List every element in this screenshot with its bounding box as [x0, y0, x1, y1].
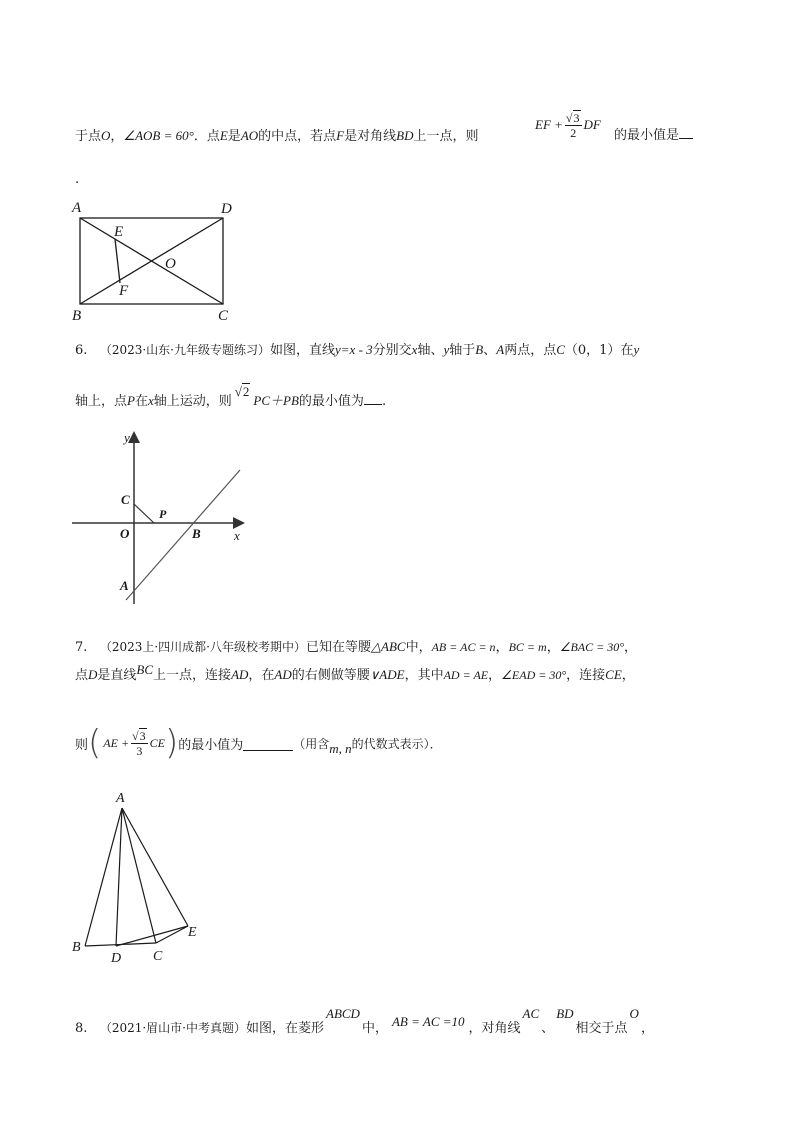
- q6-sqrt: [235, 384, 251, 399]
- q7-var: D: [88, 667, 98, 682]
- q7-line-1: [75, 635, 637, 659]
- label-c: C: [218, 308, 229, 324]
- q6-text: 轴上运动，则: [153, 394, 232, 409]
- q6-line-eq: y=x - 3: [335, 342, 373, 357]
- q6-expr: PC＋PB: [253, 393, 299, 408]
- q7-eq: AB = AC = n: [431, 640, 496, 654]
- q5-text: 是对角线: [344, 129, 397, 144]
- q7-text: ，在: [248, 668, 275, 683]
- q7-text: ，连接: [566, 668, 606, 683]
- q7-denominator: 3: [136, 743, 143, 758]
- sqrt-symbol: √: [132, 728, 139, 743]
- q5-denominator: 2: [570, 125, 577, 140]
- figure-coordinate: [68, 424, 268, 608]
- q6-text: 、: [483, 343, 497, 358]
- question-source: （2021·眉山市·中考真题）: [99, 1021, 246, 1035]
- q8-var: O: [629, 1006, 639, 1021]
- figure-rectangle: [68, 196, 243, 326]
- q8-var: BD: [556, 1006, 574, 1021]
- label-b: B: [72, 940, 81, 955]
- q8-text: 如图，在菱形: [245, 1021, 324, 1036]
- q7-sqrt: [131, 730, 148, 744]
- q5-expr-ef: EF +: [535, 117, 563, 132]
- q5-fraction: [565, 112, 582, 139]
- q6-text: 轴、: [417, 343, 444, 358]
- figure-triangles: [68, 786, 218, 968]
- q8-var: ABCD: [326, 1006, 360, 1021]
- q7-expr-ce: CE: [149, 735, 165, 750]
- right-paren: ): [164, 723, 179, 763]
- label-o: O: [120, 526, 130, 541]
- q7-fraction: [131, 730, 148, 757]
- label-o: O: [165, 256, 176, 272]
- q5-line: [75, 120, 479, 152]
- q6-line-1: [75, 338, 639, 362]
- q7-expr-ae: AE +: [103, 735, 130, 750]
- q6-point-c: （0，1）: [564, 343, 621, 358]
- q5-angle: ∠AOB = 60°: [123, 128, 194, 143]
- label-a: A: [116, 791, 125, 806]
- answer-blank[interactable]: [243, 736, 293, 751]
- q6-line-2: [75, 386, 386, 416]
- q6-text: 的最小值为: [298, 394, 364, 409]
- q6-text: 在: [134, 394, 148, 409]
- q7-radicand: 3: [139, 728, 146, 743]
- q7-text: ，: [495, 640, 509, 655]
- segment-ef: [115, 239, 120, 283]
- q7-text: 的代数式表示）．: [351, 736, 442, 751]
- segment-ce: [156, 926, 188, 943]
- segment-ac: [122, 808, 156, 943]
- answer-blank[interactable]: [679, 138, 693, 139]
- segment-cp: [134, 504, 154, 523]
- label-p: P: [159, 507, 167, 521]
- q5-text: 上一点，则: [413, 129, 479, 144]
- q7-var: AD: [274, 667, 292, 682]
- q7-triangle-ade: ∨ADE: [369, 667, 405, 682]
- q7-line-2: [75, 663, 635, 687]
- q8-text: ，: [640, 1021, 654, 1036]
- q6-var: C: [556, 342, 565, 357]
- q7-text: ，: [488, 668, 502, 683]
- label-a: A: [72, 200, 82, 216]
- q8-text: 、: [541, 1021, 555, 1036]
- question-number: 7.: [75, 640, 88, 655]
- q7-text: 上一点，连接: [153, 668, 232, 683]
- q8-line: [75, 1000, 654, 1040]
- q7-eq: ∠BAC = 30°: [559, 640, 625, 654]
- label-d: D: [111, 951, 122, 966]
- line-ab: [126, 470, 240, 600]
- question-number: 8.: [75, 1021, 88, 1036]
- label-d: D: [221, 201, 232, 217]
- q5-text: ，: [110, 129, 124, 144]
- q6-var: A: [496, 342, 505, 357]
- q6-text: .: [381, 394, 387, 409]
- q5-trailing-dot: .: [75, 172, 80, 187]
- q6-text: 轴于: [449, 343, 476, 358]
- q5-tail: [614, 120, 693, 152]
- q7-text: 的右侧做等腰: [291, 668, 370, 683]
- q7-var: AD: [231, 667, 249, 682]
- q6-var: B: [475, 342, 484, 357]
- label-y: y: [124, 430, 130, 445]
- q7-var: CE: [605, 667, 622, 682]
- q5-var-o: O: [101, 128, 111, 143]
- q5-text: ．点: [193, 129, 220, 144]
- q8-text: ，对角线: [468, 1021, 521, 1036]
- q6-text: 两点，点: [504, 343, 557, 358]
- q5-expr-df: DF: [583, 117, 601, 132]
- q8-eq: AB = AC =10: [391, 1014, 465, 1029]
- q5-text: 的最小值是: [614, 128, 680, 143]
- q8-text: 相交于点: [575, 1021, 628, 1036]
- label-c: C: [121, 492, 130, 507]
- q7-text: 的最小值为: [178, 737, 244, 753]
- q7-var: BC: [136, 662, 154, 677]
- q7-text: 则: [75, 737, 89, 753]
- q5-var-f: F: [336, 128, 345, 143]
- sqrt-symbol: √: [234, 384, 242, 399]
- q6-text: 轴上，点: [75, 394, 128, 409]
- question-number: 6.: [75, 343, 88, 358]
- q6-text: 如图，直线: [269, 343, 335, 358]
- q7-text: 点: [75, 668, 89, 683]
- q7-triangle-abc: △ABC: [371, 639, 406, 654]
- q7-eq: AD = AE: [443, 668, 489, 682]
- q7-text: 已知在等腰: [305, 640, 371, 655]
- sqrt-symbol: √: [565, 110, 573, 125]
- q5-radicand: 3: [573, 110, 580, 125]
- q5-sqrt: [565, 112, 582, 126]
- segment-ae: [122, 808, 188, 926]
- label-c: C: [153, 949, 163, 964]
- q5-text: 于点: [75, 129, 102, 144]
- answer-blank[interactable]: [364, 404, 382, 405]
- q5-var-e: E: [219, 128, 228, 143]
- label-f: F: [119, 283, 129, 299]
- q7-text: 是直线: [97, 668, 137, 683]
- q5-text: 的中点，若点: [258, 129, 337, 144]
- q7-text: （用含: [293, 736, 330, 751]
- label-b: B: [192, 526, 201, 541]
- q6-var: x: [411, 342, 418, 357]
- q7-text: ，其中: [404, 668, 444, 683]
- q7-text: 中，: [405, 640, 432, 655]
- q6-text: 在: [620, 343, 634, 358]
- q5-var-bd: BD: [396, 128, 414, 143]
- q5-expression: [535, 100, 601, 150]
- q6-text: 分别交: [372, 343, 412, 358]
- question-source: （2023·山东·九年级专题练习）: [99, 343, 270, 357]
- q7-text: ，: [624, 640, 638, 655]
- left-paren: (: [88, 723, 102, 763]
- label-a: A: [120, 578, 129, 593]
- q8-var: AC: [522, 1006, 540, 1021]
- q7-eq: BC = m: [508, 640, 547, 654]
- q7-eq: ∠EAD = 30°: [501, 668, 567, 682]
- label-e: E: [114, 224, 124, 240]
- q6-var: x: [147, 393, 154, 408]
- q5-text: 是: [227, 129, 241, 144]
- q6-var: y: [633, 342, 640, 357]
- q7-text: ，: [546, 640, 560, 655]
- q6-var: P: [127, 393, 135, 408]
- label-b: B: [72, 308, 82, 324]
- question-source: （2023上·四川成都·八年级校考期中）: [99, 640, 306, 654]
- q6-var: y: [443, 342, 450, 357]
- q5-var-ao: AO: [240, 128, 259, 143]
- label-e: E: [188, 925, 197, 940]
- q7-var-mn: m, n: [329, 741, 352, 756]
- q7-text: ，: [621, 668, 635, 683]
- q7-line-3: [75, 718, 442, 768]
- q8-text: 中，: [361, 1021, 388, 1036]
- label-x: x: [234, 528, 240, 543]
- q6-radicand: 2: [242, 384, 250, 399]
